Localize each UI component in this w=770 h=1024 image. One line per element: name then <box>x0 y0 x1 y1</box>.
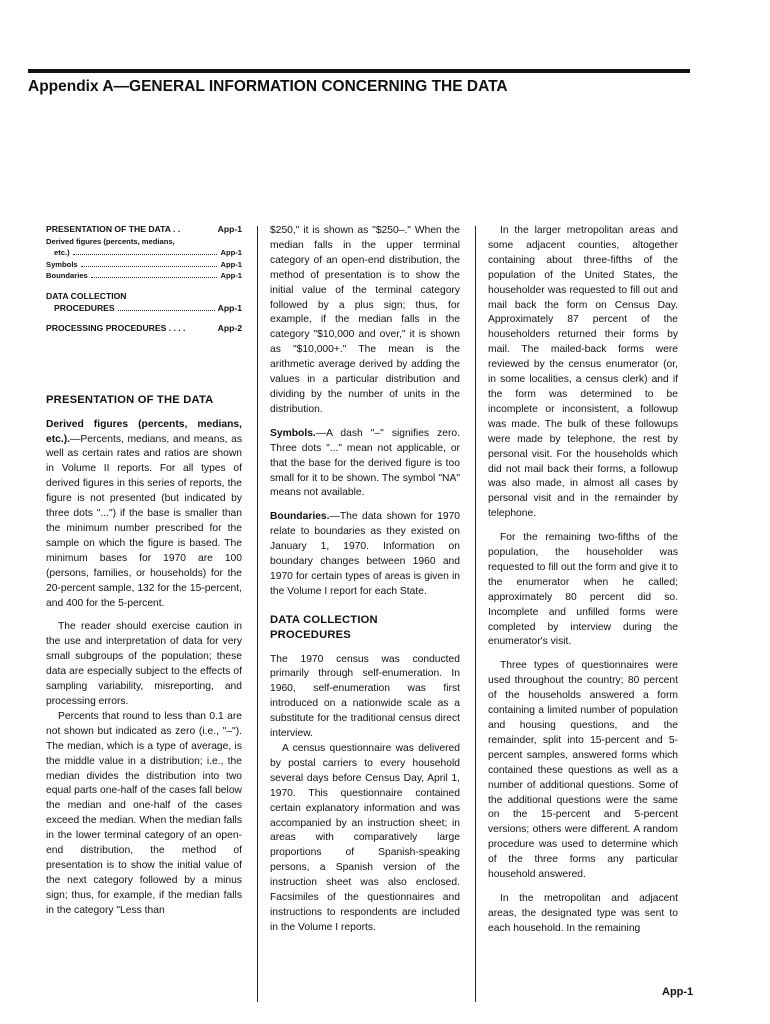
page-number: App-1 <box>662 986 694 998</box>
paragraph-designated-type: In the metropolitan and adjacent areas, the designated type was sent to each household. In the remaining <box>488 892 678 934</box>
table-of-contents <box>46 224 242 335</box>
top-rule <box>28 69 690 73</box>
column-2 <box>270 224 460 945</box>
column-divider-2 <box>475 226 476 1002</box>
run-in-heading-derived: Derived figures (percents, medians, etc.). <box>46 418 242 445</box>
paragraph-median-continued: $250," it is shown as "$250–." When the median falls in the upper terminal category of an open-end distribution, the method of presentation is to show the initial value of the terminal category followed by a plus sign; thus, for example, if the median falls in the category "$10,000 and over," it is shown as "$10,000+." The mean is the arithmetic average derived by adding the values in a particular distribution and dividing by the number of units in the distribution. <box>270 225 460 415</box>
run-in-heading-symbols: Symbols. <box>270 427 316 439</box>
section-heading-presentation: PRESENTATION OF THE DATA <box>46 393 214 406</box>
column-1 <box>46 224 242 928</box>
paragraph-derived-figures: Derived figures (percents, medians, etc.).—Percents, medians, and means, as well as certain rates and ratios are shown in Volume II reports. For all types of derived figures in this series of reports, the figure is not presented (but indicated by three dots "...") if the base is smaller than the minimum number prescribed for the sample on which the figure is based. The minimum bases for 1970 are 100 (persons, families, or households) for the 20-percent sample, 132 for the 15-percent, and 400 for the 5-percent. <box>46 418 242 609</box>
run-in-heading-boundaries: Boundaries. <box>270 511 330 523</box>
paragraph-remaining-two-fifths: For the remaining two-fifths of the population, the householder was requested to fill out the form and give it to the enumerator when he called; approximately 80 percent did so. Incomplete and unfilled forms were completed by interview during the enumerator's visit. <box>488 532 678 648</box>
toc-item-presentation: PRESENTATION OF THE DATA . . App-1 <box>46 224 242 234</box>
paragraph-metropolitan: In the larger metropolitan areas and some adjacent counties, altogether containing about three-fifths of the population of the United States, the householder was requested to fill out and mail back the form on Census Day. Approximately 87 percent of the householders returned their forms by mail. The mailed-back forms were reviewed by the census enumerator (or, in some localities, a census clerk) and if the form was determined to be incomplete or inconsistent, a followup was made. The bulk of these followups were made by telephone, the rest by personal visit. For the households which did not mail back their forms, a followup was also made, in almost all cases by personal visit and in the remainder by telephone. <box>488 225 678 520</box>
paragraph-self-enumeration: The 1970 census was conducted primarily through self-enumeration. In 1960, self-enumeration was first introduced on a nationwide scale as a substitute for the traditional census direct interview. <box>270 653 460 740</box>
toc-item-processing: PROCESSING PROCEDURES . . . . App-2 <box>46 323 242 334</box>
toc-item-boundaries: Boundaries App-1 <box>46 271 242 281</box>
paragraph-questionnaire-types: Three types of questionnaires were used throughout the country; 80 percent of the households answered a form containing a limited number of population and housing questions, and the remainder, split into 15-percent and 5-percent samples, answered forms which contained these questions as well as a number of additional questions. Some of the additional questions were the same on the 15-percent and 5-percent versions; others were different. A random procedure was used to determine which of the three forms any particular household answered. <box>488 660 678 881</box>
toc-item-collection: PROCEDURES App-1 <box>54 302 242 313</box>
paragraph-questionnaire: A census questionnaire was delivered by postal carriers to every household several days before Census Day, April 1, 1970. This questionnaire contained certain explanatory information and was accompanied by an instruction sheet; in areas with comparatively large proportions of Spanish-speaking persons, a Spanish version of the instruction sheet was also enclosed. Facsimiles of the questionnaires and instructions to respondents are included in the Volume I reports. <box>270 743 460 933</box>
column-3 <box>488 224 678 946</box>
paragraph-medians: Percents that round to less than 0.1 are not shown but indicated as zero (i.e., "–"). The median, which is a type of average, is the middle value in a distribution; i.e., the median divides the distribution into two equal parts one-half of the cases fall below the median and one-half of the cases exceed the median. When the median falls in the lower terminal category of an open-end distribution, the method of presentation is to show the initial value of the next category followed by a minus sign; thus, for example, if the median falls in the category "Less than <box>46 710 242 916</box>
page-title: Appendix A—GENERAL INFORMATION CONCERNING THE DATA <box>28 78 508 95</box>
toc-item-derived: etc.) App-1 <box>54 248 242 258</box>
column-divider-1 <box>257 226 258 1002</box>
toc-item-collection-line1: DATA COLLECTION <box>46 290 127 301</box>
paragraph-boundaries: Boundaries.—The data shown for 1970 relate to boundaries as they existed on January 1, 1970. Information on boundary changes between 1960 and 1970 for certain types of areas is given in the Volume I report for each State. <box>270 511 460 597</box>
paragraph-symbols: Symbols.—A dash "–" signifies zero. Three dots "..." mean not applicable, or that the base for the derived figure is too small for it to be shown. The symbol "NA" means not available. <box>270 427 460 499</box>
toc-item-symbols: Symbols App-1 <box>46 259 242 269</box>
section-heading-collection: DATA COLLECTION PROCEDURES <box>270 613 378 641</box>
toc-item-derived-line1: Derived figures (percents, medians, <box>46 236 175 246</box>
paragraph-caution: The reader should exercise caution in the use and interpretation of data for very small subgroups of the population; these data are especially subject to the effects of sampling variability, misreporting, and processing errors. <box>46 621 242 707</box>
